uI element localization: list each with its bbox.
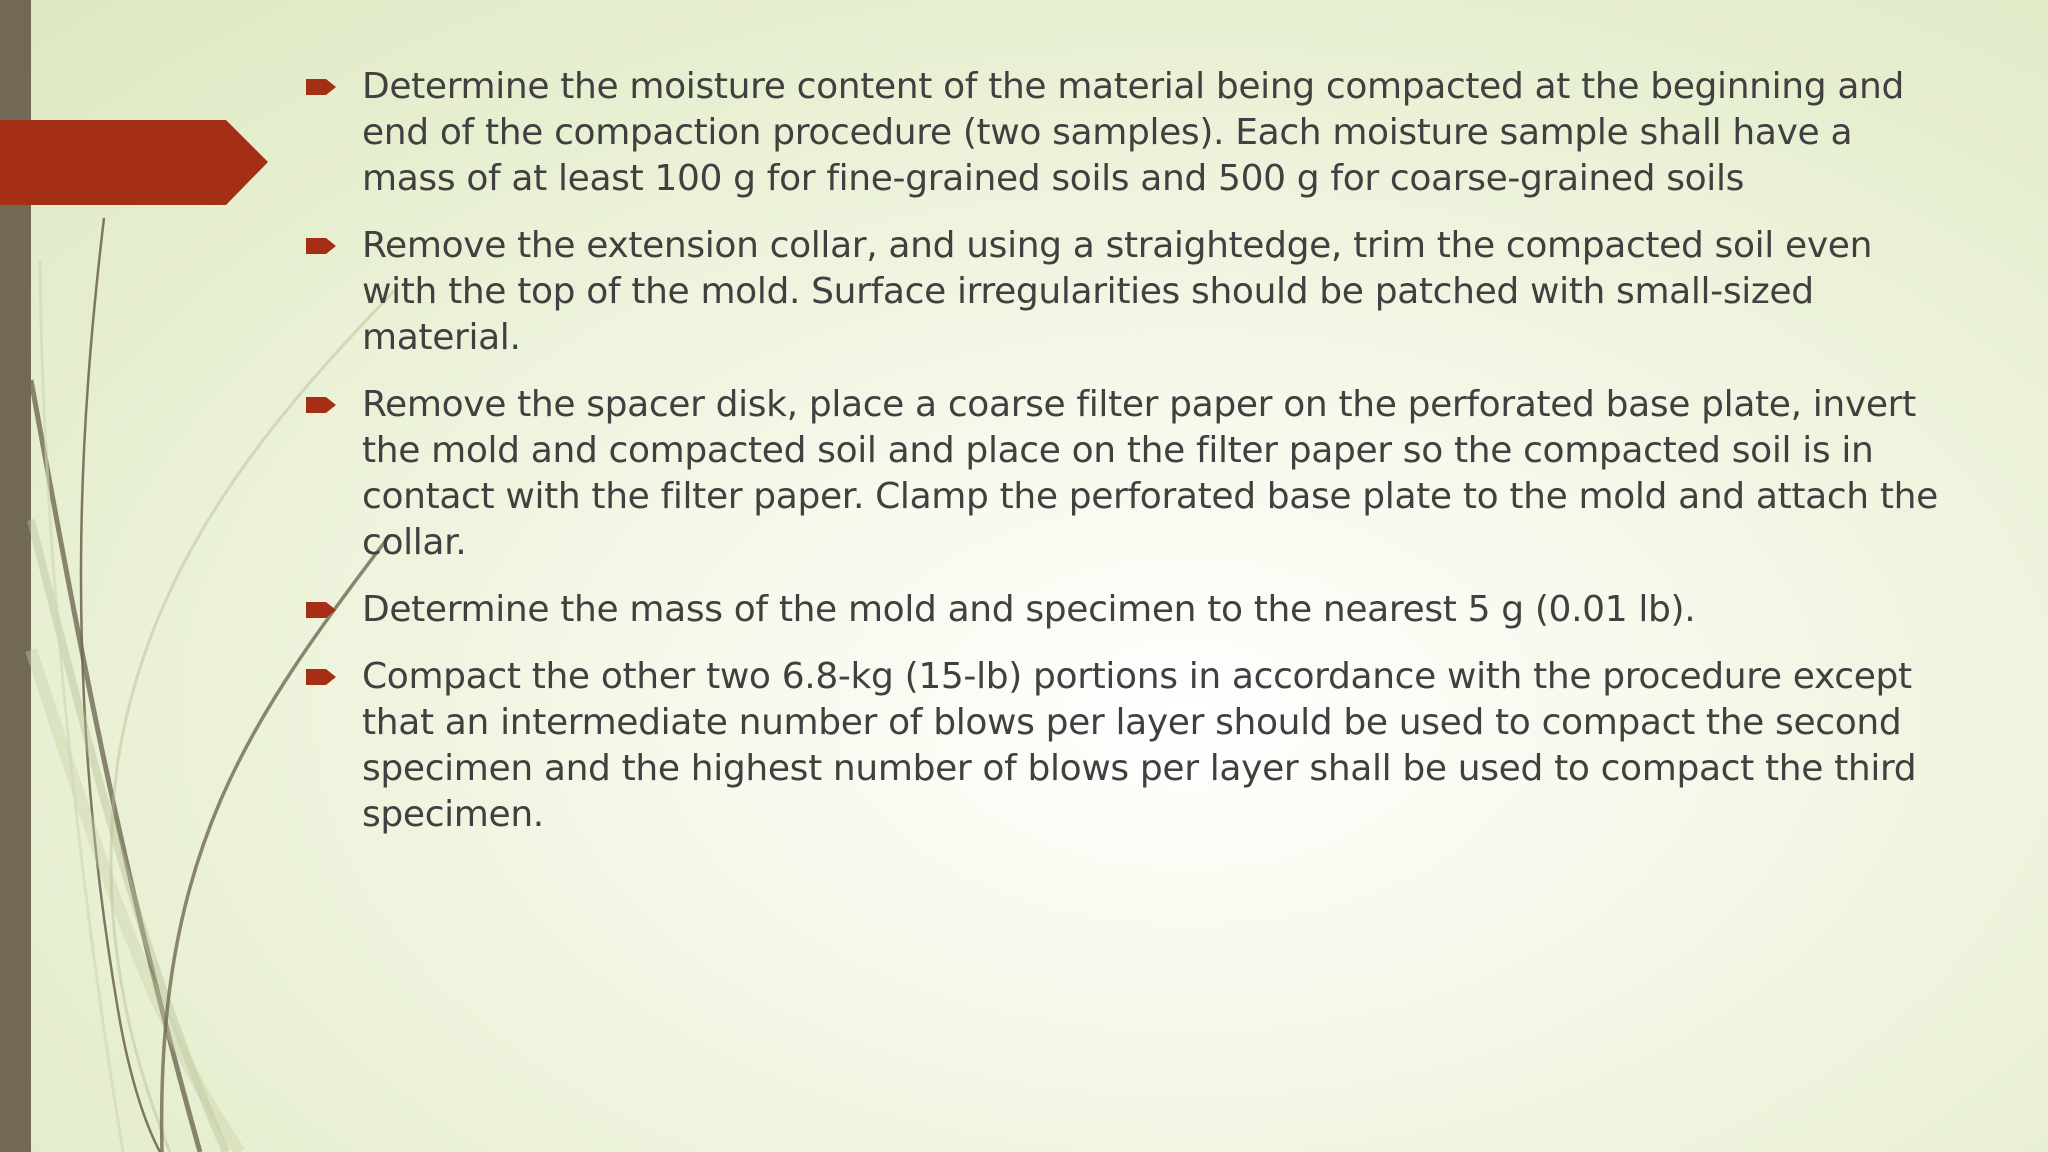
arrow-bullet-icon (306, 669, 336, 685)
bullet-item (300, 223, 1940, 361)
bullet-text: Determine the moisture content of the material being compacted at the beginning and end of the compaction procedure (two samples). Each moisture sample shall have a mass of at least 100 g for fine-grained soils and 500 g for coarse-grained soils (362, 66, 1905, 199)
bullet-text: Determine the mass of the mold and specimen to the nearest 5 g (0.01 lb). (362, 589, 1696, 630)
bullet-list (300, 64, 1940, 859)
bullet-item (300, 64, 1940, 202)
title-accent-arrow (0, 120, 268, 205)
arrow-bullet-icon (306, 79, 336, 95)
bullet-item (300, 587, 1940, 633)
bullet-text: Remove the spacer disk, place a coarse filter paper on the perforated base plate, invert the mold and compacted soil and place on the filter paper so the compacted soil is in contact with the filter paper. Clamp the perforated base plate to the mold and attach the collar. (362, 384, 1938, 563)
arrow-bullet-icon (306, 238, 336, 254)
arrow-bullet-icon (306, 602, 336, 618)
arrow-bullet-icon (306, 397, 336, 413)
bullet-text: Remove the extension collar, and using a straightedge, trim the compacted soil even with the top of the mold. Surface irregularities should be patched with small-sized material. (362, 225, 1873, 358)
bullet-text: Compact the other two 6.8-kg (15-lb) portions in accordance with the procedure except that an intermediate number of blows per layer should be used to compact the second specimen and the highest number of blows per layer shall be used to compact the third specimen. (362, 656, 1917, 835)
bullet-item (300, 654, 1940, 838)
bullet-item (300, 382, 1940, 566)
